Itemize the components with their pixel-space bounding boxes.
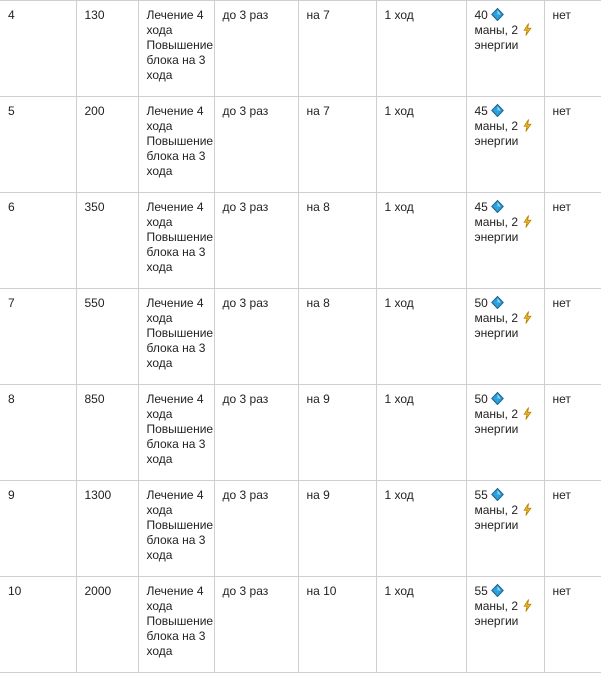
duration-value: 1 ход — [384, 584, 414, 598]
effect-line: Повышение — [146, 230, 214, 244]
energy-bolt-icon — [521, 407, 534, 420]
level-value: 8 — [8, 392, 15, 406]
cell-extra — [544, 1, 601, 97]
cell-level — [0, 481, 76, 577]
times-value: до 3 раз — [222, 584, 269, 598]
target-value: на 9 — [306, 488, 330, 502]
cell-cost — [76, 289, 138, 385]
mana-amount: 55 — [474, 488, 488, 502]
table-row — [0, 481, 601, 577]
cell-duration — [376, 481, 466, 577]
level-value: 6 — [8, 200, 15, 214]
effect-line: блока на 3 — [146, 629, 206, 643]
duration-value: 1 ход — [384, 200, 414, 214]
mana-crystal-icon — [491, 8, 504, 21]
energy-label: энергии — [474, 134, 519, 148]
table-row — [0, 289, 601, 385]
cell-target — [298, 481, 376, 577]
cell-resources — [466, 97, 544, 193]
mana-label: маны, 2 — [474, 23, 519, 37]
effect-line: Лечение 4 — [146, 296, 204, 310]
effect-line: хода — [146, 311, 173, 325]
effect-line: Лечение 4 — [146, 8, 204, 22]
effect-line: Повышение — [146, 614, 214, 628]
energy-label: энергии — [474, 422, 519, 436]
cell-level — [0, 385, 76, 481]
cell-effect — [138, 289, 214, 385]
energy-bolt-icon — [521, 23, 534, 36]
cell-times — [214, 385, 298, 481]
extra-value: нет — [552, 296, 571, 310]
cost-value: 550 — [84, 296, 105, 310]
effect-line: хода — [146, 503, 173, 517]
cell-extra — [544, 193, 601, 289]
table-row — [0, 97, 601, 193]
cell-level — [0, 193, 76, 289]
effect-line: хода — [146, 452, 173, 466]
mana-amount: 50 — [474, 392, 488, 406]
energy-label: энергии — [474, 518, 519, 532]
effect-line: Повышение — [146, 422, 214, 436]
extra-value: нет — [552, 200, 571, 214]
cell-extra — [544, 97, 601, 193]
effect-line: Лечение 4 — [146, 584, 204, 598]
times-value: до 3 раз — [222, 488, 269, 502]
effect-line: Лечение 4 — [146, 200, 204, 214]
cell-target — [298, 289, 376, 385]
target-value: на 9 — [306, 392, 330, 406]
mana-crystal-icon — [491, 296, 504, 309]
duration-value: 1 ход — [384, 392, 414, 406]
mana-label: маны, 2 — [474, 503, 519, 517]
cost-value: 850 — [84, 392, 105, 406]
duration-value: 1 ход — [384, 104, 414, 118]
cell-times — [214, 193, 298, 289]
energy-bolt-icon — [521, 311, 534, 324]
cell-resources — [466, 577, 544, 673]
cell-target — [298, 1, 376, 97]
mana-label: маны, 2 — [474, 599, 519, 613]
cell-resources — [466, 481, 544, 577]
times-value: до 3 раз — [222, 296, 269, 310]
effect-line: хода — [146, 164, 173, 178]
effect-line: блока на 3 — [146, 149, 206, 163]
cost-value: 350 — [84, 200, 105, 214]
cell-duration — [376, 97, 466, 193]
effect-line: блока на 3 — [146, 245, 206, 259]
cell-extra — [544, 289, 601, 385]
cell-level — [0, 1, 76, 97]
energy-bolt-icon — [521, 599, 534, 612]
mana-amount: 55 — [474, 584, 488, 598]
level-value: 7 — [8, 296, 15, 310]
cell-effect — [138, 193, 214, 289]
target-value: на 8 — [306, 296, 330, 310]
effect-line: блока на 3 — [146, 437, 206, 451]
times-value: до 3 раз — [222, 392, 269, 406]
mana-crystal-icon — [491, 392, 504, 405]
mana-amount: 50 — [474, 296, 488, 310]
cell-cost — [76, 97, 138, 193]
level-value: 4 — [8, 8, 15, 22]
duration-value: 1 ход — [384, 8, 414, 22]
cell-duration — [376, 1, 466, 97]
effect-line: хода — [146, 356, 173, 370]
cell-effect — [138, 1, 214, 97]
effect-line: хода — [146, 407, 173, 421]
mana-amount: 45 — [474, 104, 488, 118]
extra-value: нет — [552, 8, 571, 22]
effect-line: Лечение 4 — [146, 104, 204, 118]
cell-extra — [544, 481, 601, 577]
cell-times — [214, 97, 298, 193]
target-value: на 8 — [306, 200, 330, 214]
cell-times — [214, 577, 298, 673]
cell-target — [298, 577, 376, 673]
cell-times — [214, 481, 298, 577]
mana-label: маны, 2 — [474, 407, 519, 421]
energy-bolt-icon — [521, 119, 534, 132]
effect-line: Лечение 4 — [146, 392, 204, 406]
cost-value: 200 — [84, 104, 105, 118]
target-value: на 7 — [306, 8, 330, 22]
duration-value: 1 ход — [384, 488, 414, 502]
effect-line: хода — [146, 119, 173, 133]
effect-line: блока на 3 — [146, 341, 206, 355]
effect-line: Повышение — [146, 134, 214, 148]
cost-value: 2000 — [84, 584, 112, 598]
cell-times — [214, 1, 298, 97]
cell-target — [298, 385, 376, 481]
table-row — [0, 1, 601, 97]
cell-times — [214, 289, 298, 385]
cost-value: 1300 — [84, 488, 112, 502]
cost-value: 130 — [84, 8, 105, 22]
cell-resources — [466, 289, 544, 385]
extra-value: нет — [552, 488, 571, 502]
mana-amount: 45 — [474, 200, 488, 214]
mana-label: маны, 2 — [474, 119, 519, 133]
effect-line: хода — [146, 23, 173, 37]
effect-line: хода — [146, 68, 173, 82]
energy-label: энергии — [474, 614, 519, 628]
cell-duration — [376, 193, 466, 289]
cell-effect — [138, 577, 214, 673]
effect-line: Повышение — [146, 38, 214, 52]
cell-cost — [76, 385, 138, 481]
effect-line: хода — [146, 215, 173, 229]
cell-target — [298, 193, 376, 289]
duration-value: 1 ход — [384, 296, 414, 310]
cell-effect — [138, 481, 214, 577]
cell-duration — [376, 289, 466, 385]
target-value: на 7 — [306, 104, 330, 118]
table-row — [0, 193, 601, 289]
times-value: до 3 раз — [222, 104, 269, 118]
mana-amount: 40 — [474, 8, 488, 22]
extra-value: нет — [552, 104, 571, 118]
cell-cost — [76, 577, 138, 673]
effect-line: хода — [146, 644, 173, 658]
energy-label: энергии — [474, 326, 519, 340]
table-row — [0, 577, 601, 673]
extra-value: нет — [552, 392, 571, 406]
mana-label: маны, 2 — [474, 311, 519, 325]
effect-line: хода — [146, 260, 173, 274]
cell-effect — [138, 97, 214, 193]
cell-resources — [466, 193, 544, 289]
extra-value: нет — [552, 584, 571, 598]
times-value: до 3 раз — [222, 200, 269, 214]
cell-level — [0, 289, 76, 385]
cell-resources — [466, 385, 544, 481]
effect-line: блока на 3 — [146, 53, 206, 67]
cell-level — [0, 97, 76, 193]
cell-cost — [76, 1, 138, 97]
effect-line: Повышение — [146, 326, 214, 340]
cell-extra — [544, 577, 601, 673]
cell-duration — [376, 385, 466, 481]
effect-line: Повышение — [146, 518, 214, 532]
energy-bolt-icon — [521, 215, 534, 228]
cell-cost — [76, 481, 138, 577]
energy-bolt-icon — [521, 503, 534, 516]
cell-resources — [466, 1, 544, 97]
mana-crystal-icon — [491, 488, 504, 501]
mana-crystal-icon — [491, 104, 504, 117]
level-value: 5 — [8, 104, 15, 118]
times-value: до 3 раз — [222, 8, 269, 22]
mana-crystal-icon — [491, 200, 504, 213]
effect-line: блока на 3 — [146, 533, 206, 547]
target-value: на 10 — [306, 584, 337, 598]
effect-line: Лечение 4 — [146, 488, 204, 502]
cell-target — [298, 97, 376, 193]
level-value: 9 — [8, 488, 15, 502]
mana-label: маны, 2 — [474, 215, 519, 229]
cell-level — [0, 577, 76, 673]
table-row — [0, 385, 601, 481]
energy-label: энергии — [474, 230, 519, 244]
mana-crystal-icon — [491, 584, 504, 597]
effect-line: хода — [146, 548, 173, 562]
cell-duration — [376, 577, 466, 673]
cell-cost — [76, 193, 138, 289]
energy-label: энергии — [474, 38, 519, 52]
cell-effect — [138, 385, 214, 481]
effect-line: хода — [146, 599, 173, 613]
cell-extra — [544, 385, 601, 481]
level-value: 10 — [8, 584, 22, 598]
